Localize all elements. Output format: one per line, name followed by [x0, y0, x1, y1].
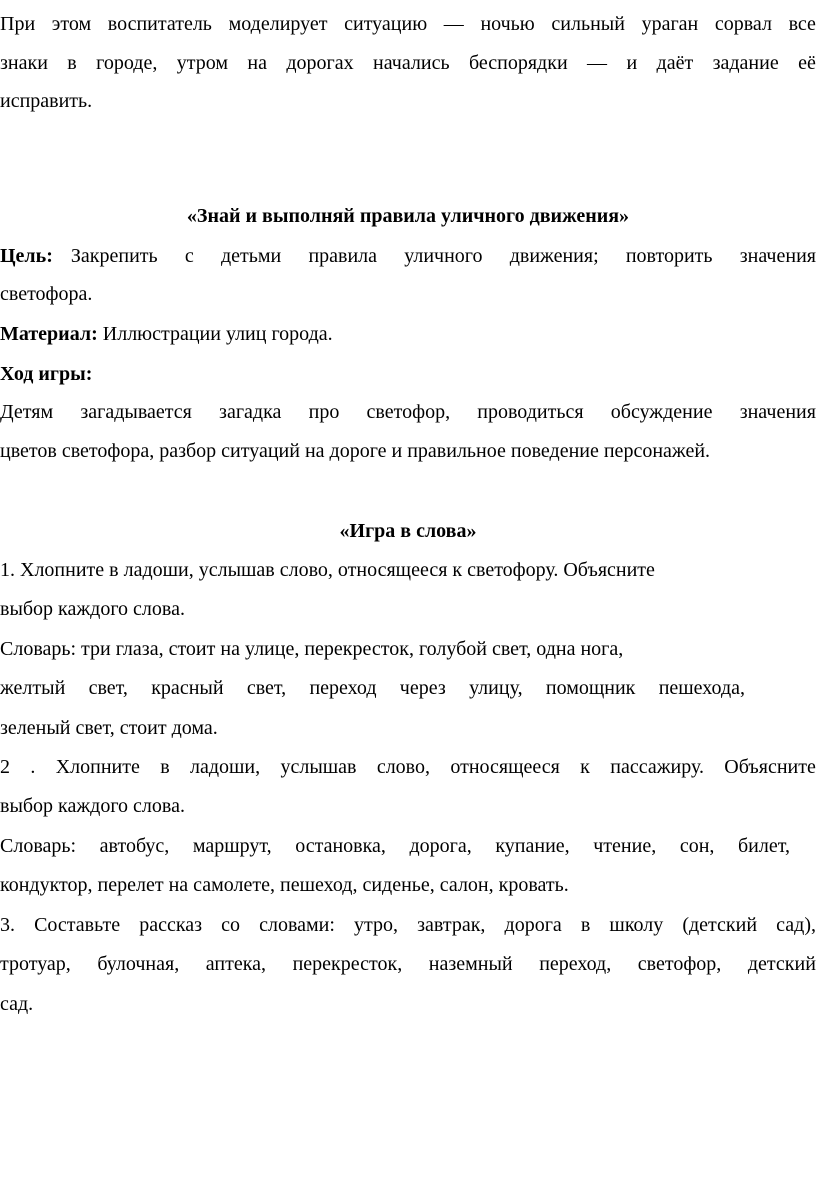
word: пешехода,	[658, 677, 745, 699]
word: булочная,	[97, 953, 180, 975]
word: городе,	[96, 52, 158, 74]
task2-line-1	[0, 748, 816, 786]
word: к	[580, 756, 590, 778]
word: в	[580, 914, 591, 936]
word: сильный	[551, 13, 625, 35]
word: красный	[151, 677, 224, 699]
word: проводиться	[477, 401, 584, 423]
word: сад),	[776, 914, 816, 936]
word: этом	[51, 13, 92, 35]
word: услышав	[280, 756, 357, 778]
word: Детям	[0, 401, 54, 423]
word: с	[184, 245, 194, 267]
word: загадка	[219, 401, 282, 423]
word: автобус,	[99, 835, 170, 857]
word: 2	[0, 756, 10, 778]
word: даёт	[656, 52, 694, 74]
task3-line-1	[0, 906, 816, 944]
word: перекресток,	[292, 953, 403, 975]
word: все	[788, 13, 816, 35]
word: задание	[712, 52, 779, 74]
word: переход	[309, 677, 377, 699]
task3-line-2	[0, 945, 816, 983]
word: завтрак,	[417, 914, 486, 936]
word: тротуар,	[0, 953, 71, 975]
game1-process-line-2: цветов светофора, разбор ситуаций на дороге и правильное поведение персонажей.	[0, 440, 711, 462]
word: значения	[739, 245, 816, 267]
word: билет,	[738, 835, 790, 857]
material-text: Иллюстрации улиц города.	[102, 323, 333, 345]
word: знаки	[0, 52, 48, 74]
word: дорога	[504, 914, 562, 936]
word: детский	[747, 953, 816, 975]
vocab1-line-1: Словарь: три глаза, стоит на улице, перекресток, голубой свет, одна нога,	[0, 638, 624, 660]
word: Закрепить	[70, 245, 158, 267]
word: через	[399, 677, 446, 699]
game1-material	[0, 315, 816, 353]
goal-text-line-1	[71, 237, 816, 275]
word: в	[67, 52, 77, 74]
vocab1-line-3: зеленый свет, стоит дома.	[0, 717, 218, 739]
word: ситуацию	[344, 13, 428, 35]
game1-title: «Знай и выполняй правила уличного движения»	[186, 205, 630, 227]
word: дорога,	[409, 835, 472, 857]
word: купание,	[495, 835, 570, 857]
word: начались	[373, 52, 450, 74]
word: рассказ	[139, 914, 203, 936]
word: желтый	[0, 677, 66, 699]
word: ночью	[480, 13, 535, 35]
game1-process-line-1	[0, 393, 816, 431]
word: и	[626, 52, 638, 74]
word: повторить	[625, 245, 713, 267]
intro-line-1	[0, 5, 816, 43]
word: обсуждение	[610, 401, 713, 423]
word: свет,	[246, 677, 287, 699]
task1-line-1: 1. Хлопните в ладоши, услышав слово, относящееся к светофору. Объясните	[0, 559, 655, 581]
word: Объясните	[724, 756, 816, 778]
word: аптека,	[205, 953, 267, 975]
word: относящееся	[450, 756, 560, 778]
vocab2-line-1	[0, 827, 790, 865]
word: свет,	[88, 677, 128, 699]
word: остановка,	[295, 835, 386, 857]
goal-label: Цель:	[0, 245, 53, 267]
word: 3.	[0, 914, 15, 936]
word: уличного	[404, 245, 483, 267]
word: словами:	[259, 914, 335, 936]
word: моделирует	[228, 13, 328, 35]
word: Словарь:	[0, 835, 77, 857]
word: ураган	[641, 13, 699, 35]
word: со	[221, 914, 240, 936]
word: .	[30, 756, 36, 778]
task1-line-2: выбор каждого слова.	[0, 598, 185, 620]
word: переход,	[539, 953, 612, 975]
word: светофор,	[366, 401, 451, 423]
word: утро,	[354, 914, 399, 936]
word: значения	[739, 401, 816, 423]
word: улицу,	[469, 677, 523, 699]
word: наземный	[428, 953, 513, 975]
vocab2-line-2: кондуктор, перелет на самолете, пешеход, сиденье, салон, кровать.	[0, 874, 569, 896]
word: беспорядки	[468, 52, 568, 74]
word: в	[160, 756, 170, 778]
word: её	[798, 52, 816, 74]
word: маршрут,	[192, 835, 272, 857]
word: сон,	[679, 835, 715, 857]
word: загадывается	[80, 401, 192, 423]
task3-line-3: сад.	[0, 993, 34, 1015]
game2-title: «Игра в слова»	[339, 520, 477, 542]
game1-goal-line-1	[0, 237, 816, 275]
word: чтение,	[593, 835, 657, 857]
word: Составьте	[34, 914, 121, 936]
word: пассажиру.	[610, 756, 704, 778]
word: утром	[176, 52, 228, 74]
game1-goal-line-2: светофора.	[0, 283, 93, 305]
word: школу	[609, 914, 664, 936]
game1-process-label: Ход игры:	[0, 363, 93, 385]
vocab1-line-2	[0, 669, 745, 707]
intro-line-3: исправить.	[0, 90, 93, 112]
word: —	[587, 52, 608, 74]
word: помощник	[545, 677, 636, 699]
word: светофор,	[637, 953, 722, 975]
word: При	[0, 13, 36, 35]
word: на	[247, 52, 267, 74]
material-label: Материал:	[0, 323, 98, 345]
word: ладоши,	[189, 756, 261, 778]
word: правила	[308, 245, 378, 267]
word: сорвал	[714, 13, 772, 35]
word: слово,	[376, 756, 430, 778]
word: про	[308, 401, 340, 423]
intro-line-2	[0, 44, 816, 82]
word: —	[443, 13, 464, 35]
word: воспитатель	[107, 13, 212, 35]
word: Хлопните	[55, 756, 140, 778]
task2-line-2: выбор каждого слова.	[0, 795, 185, 817]
word: детьми	[220, 245, 282, 267]
word: движения;	[509, 245, 599, 267]
word: дорогах	[286, 52, 354, 74]
word: (детский	[682, 914, 758, 936]
